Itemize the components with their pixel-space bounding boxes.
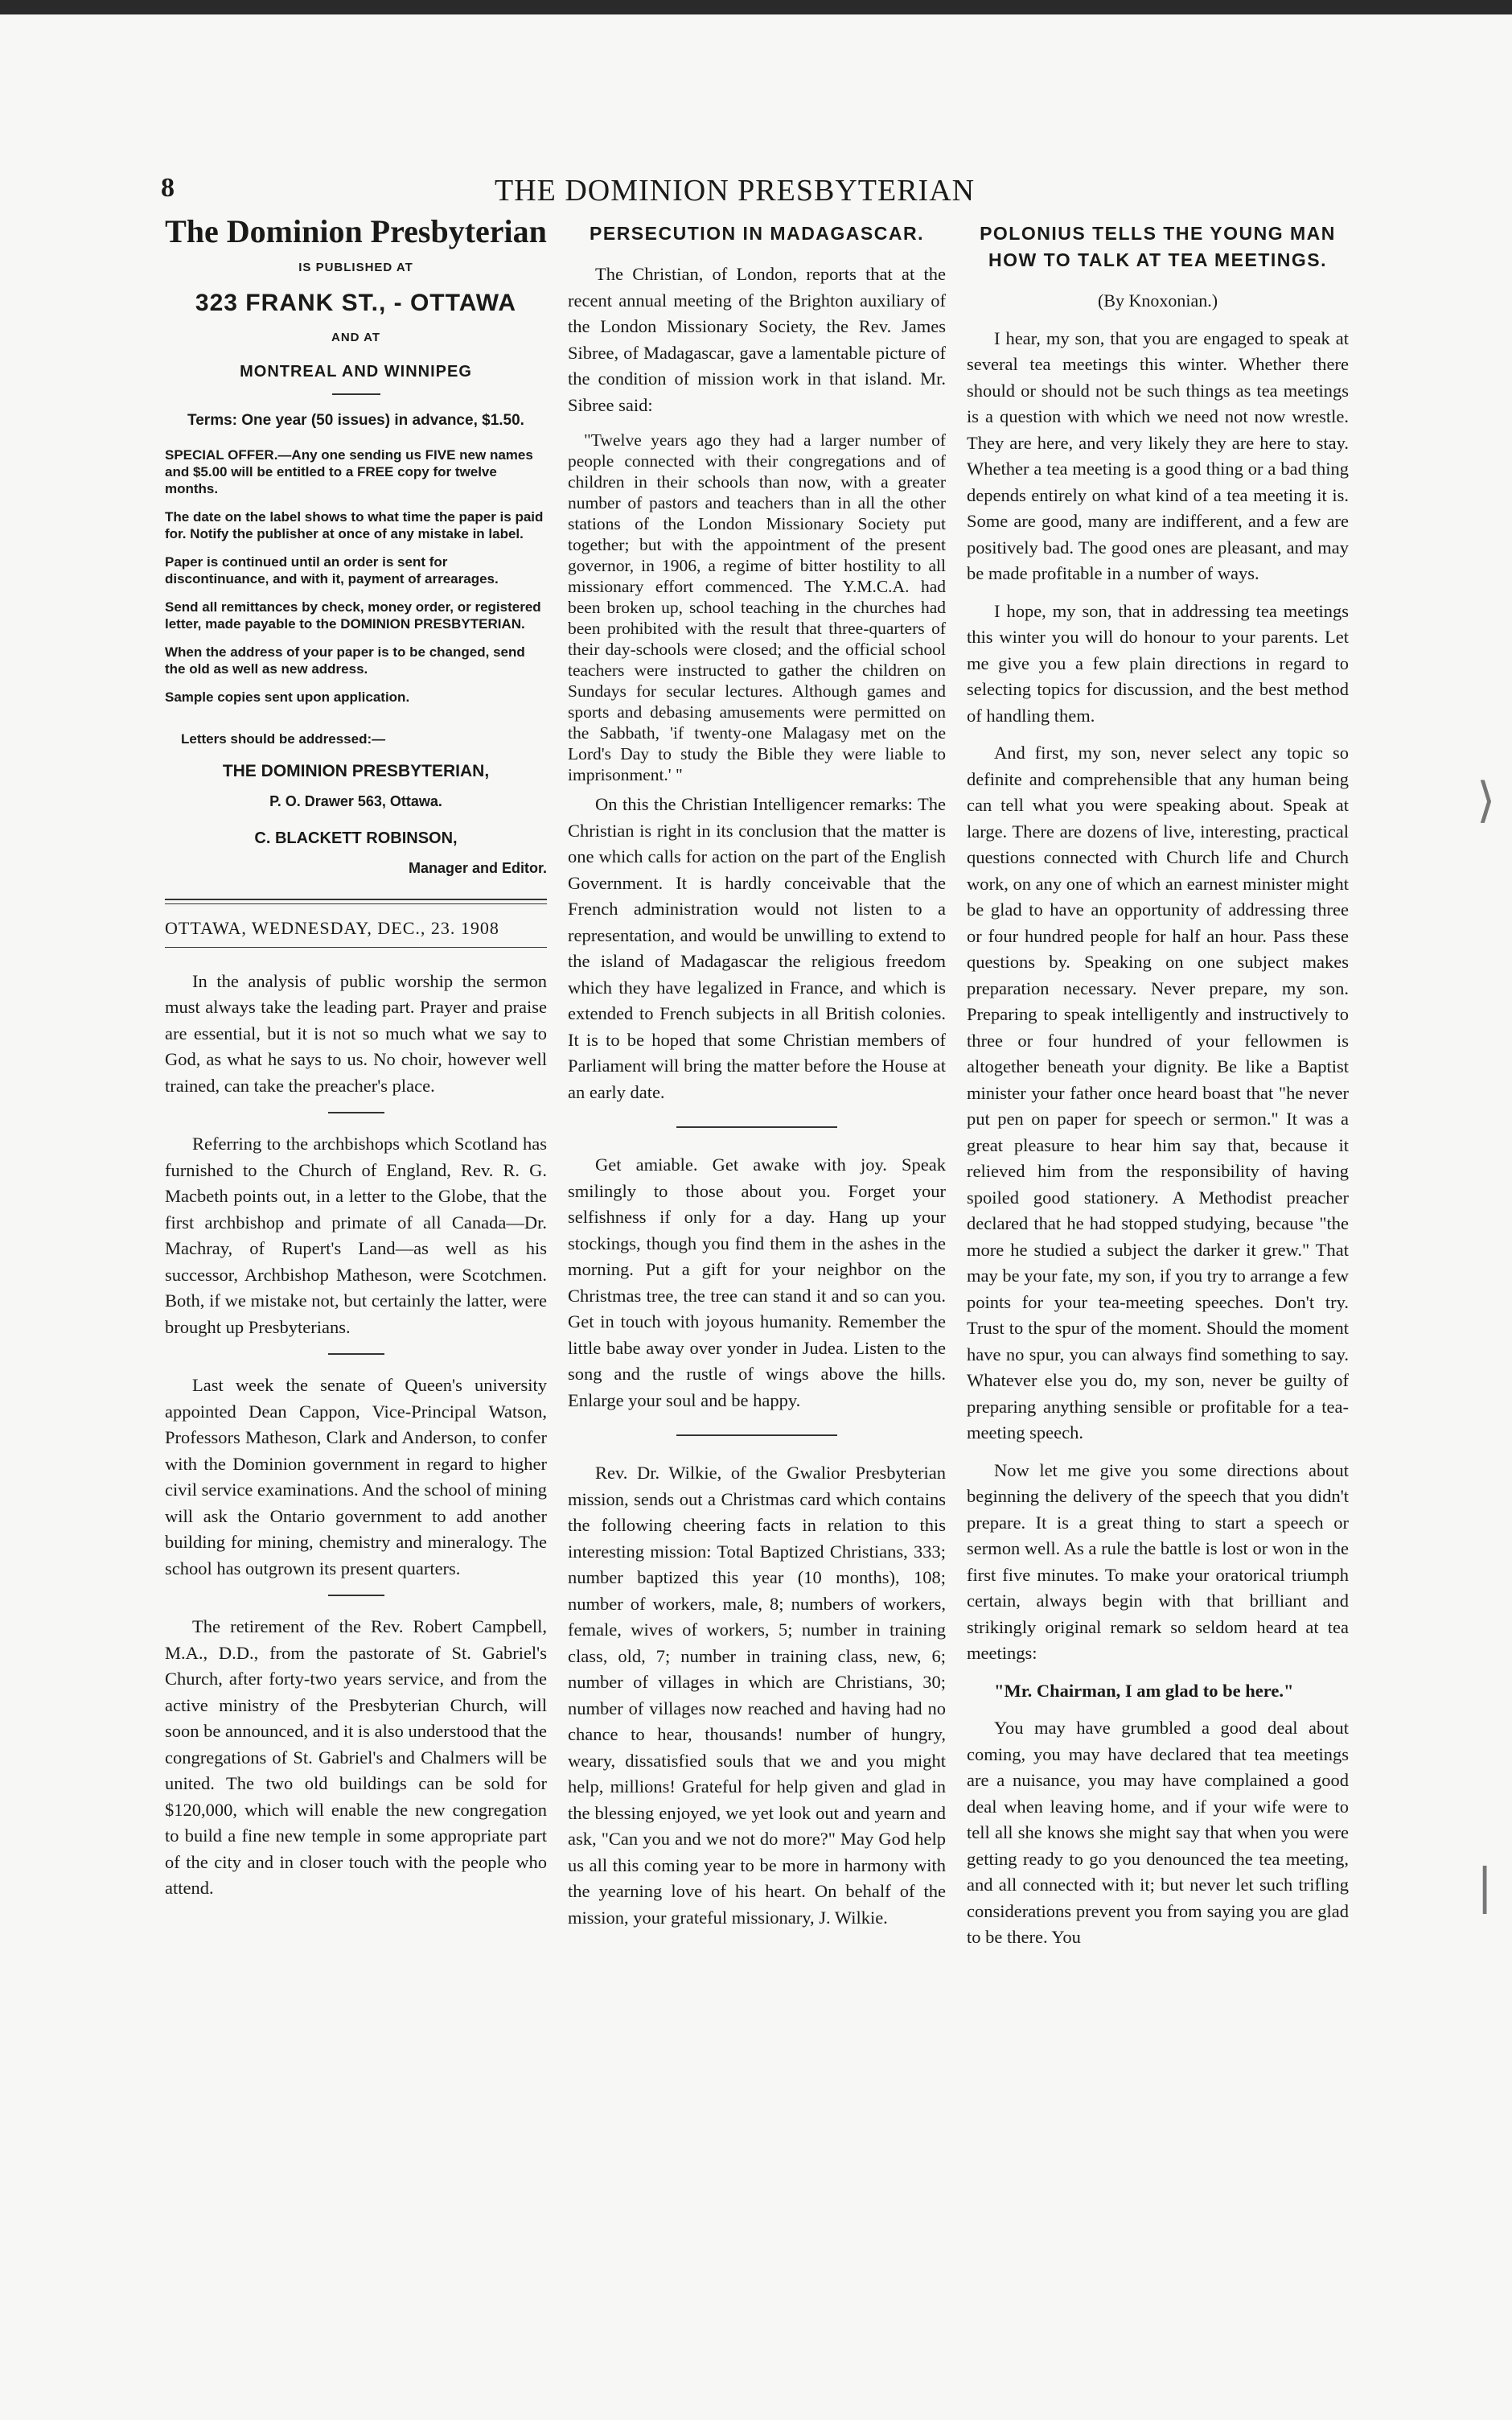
article-paragraph: You may have grumbled a good deal about coming, you may have declared that tea meetings are a nuisance, you may have complained a good deal when leaving home, and if your wife were to tell all she knows she might say that when you were getting ready to go you denounced the tea meeting, and all connected with it; but never let such trifling considerations prevent you from saying you are glad to be there. You (967, 1718, 1349, 1947)
margin-bracket-mark: ⟩ (1477, 772, 1496, 829)
editorial-paragraph: In the analysis of public worship the sermon must always take the leading part. Prayer and praise are essential, but it is not so much what we say to God, as what he says to us. No choir, however well trained, can take the preacher's place. (165, 970, 547, 1096)
letters-name: THE DOMINION PRESBYTERIAN, (222, 762, 490, 780)
notice-continued: Paper is continued until an order is sent for discontinuance, and with it, payment of arrearages. (165, 554, 499, 586)
article-quote: "Twelve years ago they had a larger number of people connected with their congregations and of children in their schools than now, with a greater number of pastors and teachers than in all the other stations of the London Missionary Society put together; but with the appointment of the present governor, in 1906, a regime of bitter hostility to all missionary effort commenced. The Y.M.C.A. had been broken up, school teaching in the churches had been prohibited with the result that three-quarters of their day-schools were closed; and the official school teachers were instructed to gather the children on Sundays for secular lectures. Although games and sports and debasing amusements were permitted on the Sabbath, 'if twenty-one Malagasy met on the Lord's Day to study the Bible they were liable to imprisonment.' " (568, 430, 946, 784)
page-header (161, 173, 989, 213)
article-paragraph: I hear, my son, that you are engaged to speak at several tea meetings this winter. Whether there should or should not be such things as tea meetings is a question with which we need not now wrestle. They are here, and very likely they are here to stay. Whether a tea meeting is a good thing or a bad thing depends entirely on what kind of a tea meeting it is. Some are good, many are indifferent, and a few are positively bad. The good ones are pleasant, and may be made profitable in a number of ways. (967, 327, 1349, 583)
article-paragraph: I hope, my son, that in addressing tea meetings this winter you will do honour to your parents. Let me give you a few plain directions in regard to selecting topics for discussion, and the best method of handling them. (967, 600, 1349, 726)
margin-bracket-mark: | (1477, 1858, 1494, 1915)
editor-name: C. BLACKETT ROBINSON, (254, 829, 458, 847)
article-paragraph: "Mr. Chairman, I am glad to be here." (994, 1680, 1294, 1701)
article-paragraph: On this the Christian Intelligencer remarks: The Christian is right in its conclusion that the matter is one which calls for action on the part of the English Government. It is hardly conceivable that the French administration would not listen to a representation, and would be unwilling to extend to the island of Madagascar the religious freedom which they have legalized in France, and which is extended to French subjects in all British colonies. It is to be hoped that some Christian members of Parliament will bring the matter before the House at an early date. (568, 794, 946, 1102)
notice-date-label: The date on the label shows to what time the paper is paid for. Notify the publisher at once of any mistake in label. (165, 508, 544, 541)
masthead-terms: Terms: One year (50 issues) in advance, $1.50. (187, 411, 524, 429)
editorial-paragraph: Referring to the archbishops which Scotland has furnished to the Church of England, Rev. R. G. Macbeth points out, in a letter to the Globe, that the first archbishop and primate of all Canada—Dr. Machray, of Rupert's Land—as well as his successor, Archbishop Matheson, were Scotchmen. Both, if we mistake not, but certainly the latter, were brought up Presbyterians. (165, 1134, 547, 1337)
scan-edge (0, 0, 1512, 14)
dateline: OTTAWA, WEDNESDAY, DEC., 23. 1908 (165, 918, 499, 938)
masthead-published-at: IS PUBLISHED AT (298, 260, 413, 274)
divider (676, 1126, 837, 1128)
letters-box: P. O. Drawer 563, Ottawa. (269, 792, 442, 809)
column-2 (568, 217, 946, 1942)
article-paragraph: Rev. Dr. Wilkie, of the Gwalior Presbyterian mission, sends out a Christmas card which contains the following cheering facts in relation to this interesting mission: Total Baptized Christians, 333; number baptized this year (10 months), 108; number of workers, male, 8; numbers of workers, female, wives of workers, 5; number in training class, old, 7; number in training class, new, 6; number of villages in which are Christians, 30; number of villages now reached and having had no chance to hear, thousands! number of hungry, weary, dissatisfied souls that we and you might help, millions! Grateful for help given and glad in the blessing enjoyed, we yet look out and yearn and ask, "Can you and we not do more?" May God help us all this coming year to be more in harmony with the yearning love of his heart. On behalf of the mission, your grateful missionary, J. Wilkie. (568, 1463, 946, 1928)
divider (328, 1353, 384, 1355)
notice-address-change: When the address of your paper is to be changed, send the old as well as new address. (165, 644, 525, 677)
divider (328, 1112, 384, 1113)
masthead-title: The Dominion Presbyterian (165, 213, 547, 249)
divider (328, 1595, 384, 1596)
notice-sample-copies: Sample copies sent upon application. (165, 689, 410, 705)
article-headline: PERSECUTION IN MADAGASCAR. (590, 223, 924, 244)
editorial-paragraph: The retirement of the Rev. Robert Campbell, M.A., D.D., from the pastorate of St. Gabriel's Church, after forty-two years service, and from the active ministry of the Presbyterian Church, will soon be announced, and it is also understood that the congregations of St. Gabriel's and Chalmers will be united. The two old buildings can be sold for $120,000, which will enable the new congregation to build a fine new temple in some appropriate part of the city and in closer touch with the people who attend. (165, 1616, 547, 1898)
masthead-and-at: AND AT (331, 330, 380, 344)
masthead-cities: MONTREAL AND WINNIPEG (240, 363, 472, 381)
article-paragraph: And first, my son, never select any topic so definite and comprehensible that any human being can tell what you were speaking about. Speak at large. There are dozens of live, interesting, practical questions connected with Church life and Church work, on any one of which an earnest minister might be glad to have an opportunity of addressing three or four hundred people for half an hour. Pass these questions by. Speaking on one subject makes preparation necessary. Never prepare, my son. Preparing to speak intelligently and instructively to three or four hundred of your fellowmen is altogether beneath your dignity. Be like a Baptist minister your father once heard boast that "he never put pen on paper for speech or sermon." It was a great pleasure to hear him say that, because it relieved him from the responsibility of having spoiled good stationery. A Methodist preacher declared that he had stopped studying, because "the more he studied a subject the darker it grew." That may be your fate, my son, if you try to arrange a few points for your tea-meeting speeches. Don't try. Trust to the spur of the moment. Should the moment have no spur, you can always find something to say. Whatever else you do, my son, never be guilty of preparing anything sensible or profitable for a tea-meeting speech. (967, 743, 1349, 1443)
letters-heading: Letters should be addressed:— (181, 731, 386, 747)
article-headline: POLONIUS TELLS THE YOUNG MAN HOW TO TALK AT TEA MEETINGS. (980, 223, 1336, 270)
editorial-paragraph: Last week the senate of Queen's university appointed Dean Cappon, Vice-Principal Watson, Professors Matheson, Clark and Anderson, to confer with the Dominion government in regard to higher civil service examinations. And the school of mining will ask the Ontario government to add another building for mining, chemistry and mineralogy. The school has outgrown its present quarters. (165, 1375, 547, 1578)
column-3 (967, 217, 1349, 1962)
article-byline: (By Knoxonian.) (1097, 290, 1218, 311)
editor-title: Manager and Editor. (408, 859, 547, 876)
notice-remittances: Send all remittances by check, money order, or registered letter, made payable to the DOMINION PRESBYTERIAN. (165, 599, 541, 632)
article-paragraph: The Christian, of London, reports that at the recent annual meeting of the Brighton auxiliary of the London Missionary Society, the Rev. James Sibree, of Madagascar, gave a lamentable picture of the condition of mission work in that island. Mr. Sibree said: (568, 264, 946, 415)
page-number: 8 (161, 173, 175, 203)
running-title: THE DOMINION PRESBYTERIAN (495, 174, 976, 208)
article-paragraph: Get amiable. Get awake with joy. Speak smilingly to those about you. Forget your selfishness if only for a day. Hang up your stockings, though you find them in the ashes in the morning. Put a gift for your neighbor on the Christmas tree, the tree can stand it and so can you. Get in touch with joyous humanity. Remember the little babe away over yonder in Judea. Listen to the song and the rustle of wings above the hills. Enlarge your soul and be happy. (568, 1154, 946, 1410)
divider (676, 1434, 837, 1436)
article-paragraph: Now let me give you some directions about beginning the delivery of the speech that you didn't prepare. It is a great thing to start a speech or sermon well. As a rule the battle is lost or won in the first five minutes. To make your oratorical triumph certain, always begin with that brilliant and strikingly original remark so seldom heard at tea meetings: (967, 1459, 1349, 1663)
divider (165, 947, 547, 948)
notice-special-offer: SPECIAL OFFER.—Any one sending us FIVE new names and $5.00 will be entitled to a FREE copy for twelve months. (165, 447, 533, 496)
column-1 (165, 213, 547, 1913)
masthead-address: 323 FRANK ST., - OTTAWA (195, 290, 517, 316)
divider (332, 393, 380, 395)
divider (165, 899, 547, 904)
